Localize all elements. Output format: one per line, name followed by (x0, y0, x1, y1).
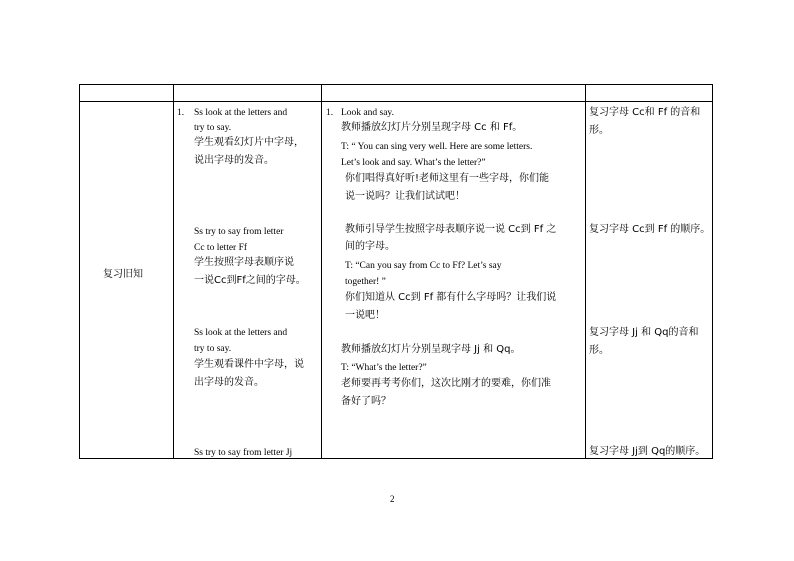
purpose-text: 形。 (589, 125, 609, 136)
student-activity-text: 学生观看幻灯片中字母， (194, 137, 304, 148)
teacher-activity-text: T: “ You can sing very well. Here are some letters. (341, 142, 533, 152)
teacher-activity-text: T: “What’s the letter?” (341, 363, 427, 373)
step-number: 1. (326, 108, 334, 118)
purpose-text: 形。 (589, 345, 609, 356)
student-activity-text: 出字母的发音。 (194, 377, 264, 388)
teacher-activity-text: 教师播放幻灯片分别呈现字母 Jj 和 Qq。 (341, 344, 521, 355)
page-number: 2 (390, 494, 395, 504)
header-row-divider (79, 101, 713, 102)
teacher-activity-text: Let’s look and say. What’s the letter?” (341, 158, 486, 168)
column-divider-3 (585, 84, 586, 459)
column-divider-1 (173, 84, 174, 459)
student-activity-text: 一说Cc到Ff之间的字母。 (194, 275, 306, 286)
student-activity-text: 学生按照字母表顺序说 (194, 257, 294, 268)
student-activity-text: Ss try to say from letter Jj (194, 448, 293, 458)
purpose-text: 复习字母 Jj 和 Qq的音和 (589, 327, 699, 338)
student-activity-text: 说出字母的发音。 (194, 155, 274, 166)
teacher-activity-text: 你们知道从 Cc到 Ff 都有什么字母吗？让我们说 (345, 292, 557, 303)
step-number: 1. (177, 108, 185, 118)
teacher-activity-text: 教师引导学生按照字母表顺序说一说 Cc到 Ff 之 (345, 224, 557, 235)
teacher-activity-text: 老师要再考考你们，这次比刚才的要难，你们准 (341, 378, 551, 389)
teacher-activity-text: T: “Can you say from Cc to Ff? Let’s say (345, 261, 502, 271)
student-activity-text: Cc to letter Ff (194, 243, 248, 253)
student-activity-text: Ss try to say from letter (194, 227, 284, 237)
teacher-activity-text: together! ” (345, 277, 386, 287)
student-activity-text: try to say. (194, 123, 232, 133)
column-divider-2 (321, 84, 322, 459)
student-activity-text: Ss look at the letters and (194, 108, 288, 118)
teacher-activity-text: 备好了吗？ (341, 396, 391, 407)
purpose-text: 复习字母 Cc和 Ff 的音和 (589, 107, 701, 118)
student-activity-text: Ss look at the letters and (194, 328, 288, 338)
teacher-activity-text: 教师播放幻灯片分别呈现字母 Cc 和 Ff。 (341, 122, 523, 133)
section-label: 复习旧知 (103, 269, 143, 280)
teacher-activity-text: 你们唱得真好听!老师这里有一些字母，你们能 (345, 173, 550, 184)
purpose-text: 复习字母 Cc到 Ff 的顺序。 (589, 224, 711, 235)
teacher-activity-text: Look and say. (341, 108, 394, 118)
teacher-activity-text: 说一说吗？让我们试试吧！ (345, 191, 465, 202)
purpose-text: 复习字母 Jj到 Qq的顺序。 (589, 446, 706, 457)
teacher-activity-text: 间的字母。 (345, 241, 395, 252)
student-activity-text: try to say. (194, 344, 232, 354)
teacher-activity-text: 一说吧！ (345, 310, 385, 321)
student-activity-text: 学生观看课件中字母，说 (194, 359, 304, 370)
